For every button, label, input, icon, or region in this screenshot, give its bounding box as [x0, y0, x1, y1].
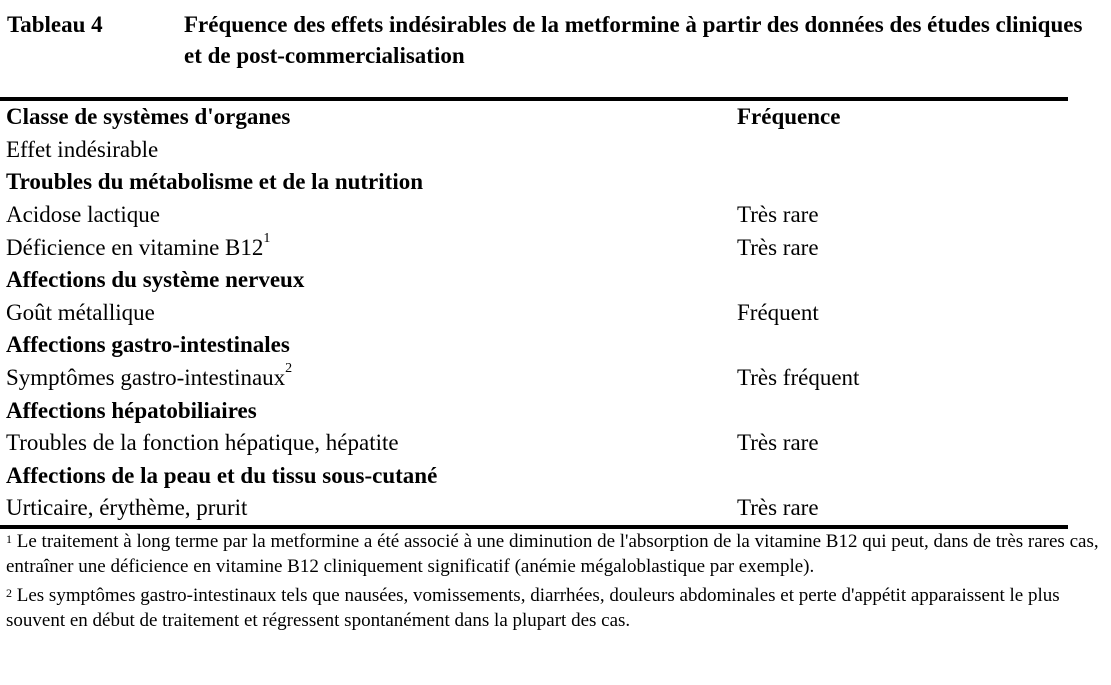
- organ-class-label: [0, 463, 737, 489]
- row-label-text: Symptômes gastro-intestinaux: [6, 365, 286, 391]
- adverse-effect-label: [0, 202, 737, 228]
- organ-class-label: [0, 332, 737, 358]
- frequency-cell: Très rare: [737, 234, 819, 260]
- table-body: [0, 166, 1068, 525]
- frequency-cell: Très rare: [737, 495, 819, 521]
- row-label-text: Déficience en vitamine B12: [6, 234, 264, 260]
- footnote-text: Les symptômes gastro-intestinaux tels que nausées, vomissements, diarrhées, douleurs abdominales et perte d'appétit apparaissent le plus souvent en début de traitement et régressent spontanément dans la plupart des cas.: [6, 585, 1060, 631]
- row-label-text: Affections gastro-intestinales: [6, 332, 290, 358]
- footnote-ref: 1: [263, 230, 271, 246]
- footnote-marker: 1: [6, 532, 12, 546]
- organ-class-row: [0, 329, 1068, 362]
- adverse-effect-label: [0, 300, 737, 326]
- table-title: Fréquence des effets indésirables de la metformine à partir des données des études cliniques et de post-commercialisation: [184, 12, 1083, 68]
- organ-class-label: [0, 398, 737, 424]
- adverse-effect-row: [0, 427, 1068, 460]
- footnote-2: [6, 583, 1104, 633]
- organ-class-label: [0, 169, 737, 195]
- organ-class-row: [0, 264, 1068, 297]
- adverse-effect-row: [0, 297, 1068, 330]
- row-label-text: Goût métallique: [6, 299, 155, 325]
- table-subheader-row: [0, 134, 1068, 167]
- row-label-text: Troubles de la fonction hépatique, hépatite: [6, 430, 399, 456]
- row-label-text: Urticaire, érythème, prurit: [6, 495, 248, 521]
- header-adverse-effect: Effet indésirable: [6, 136, 159, 162]
- row-label-text: Affections du système nerveux: [6, 267, 305, 293]
- adverse-effect-row: [0, 492, 1068, 525]
- row-label-text: Acidose lactique: [6, 202, 160, 228]
- row-label-text: Affections hépatobiliaires: [6, 397, 257, 423]
- adverse-effect-label: [0, 495, 737, 521]
- row-label-text: Affections de la peau et du tissu sous-cutané: [6, 462, 438, 488]
- table-header-row: [0, 101, 1068, 134]
- footnote-text: Le traitement à long terme par la metformine a été associé à une diminution de l'absorption de la vitamine B12 qui peut, dans de très rares cas, entraîner une déficience en vitamine B12 cliniquement significatif (anémie mégaloblastique par exemple).: [6, 531, 1099, 577]
- adverse-effect-label: [0, 230, 737, 261]
- frequency-cell: Très rare: [737, 430, 819, 456]
- row-label-text: Troubles du métabolisme et de la nutrition: [6, 169, 423, 195]
- adverse-effect-label: [0, 361, 737, 391]
- table-number: Tableau 4: [7, 12, 103, 37]
- header-organ-class: Classe de systèmes d'organes: [6, 104, 291, 130]
- frequency-cell: Très fréquent: [737, 365, 860, 391]
- adverse-effect-row: [0, 199, 1068, 232]
- adverse-effect-label: [0, 430, 737, 456]
- footnotes: [6, 529, 1104, 637]
- organ-class-row: [0, 460, 1068, 493]
- organ-class-row: [0, 394, 1068, 427]
- adverse-effect-row: [0, 362, 1068, 395]
- adverse-effect-row: [0, 231, 1068, 264]
- footnote-marker: 2: [6, 586, 12, 600]
- frequency-cell: Très rare: [737, 202, 819, 228]
- header-frequency: Fréquence: [737, 104, 841, 130]
- footnote-1: [6, 529, 1104, 579]
- adverse-effects-table: [0, 97, 1068, 529]
- organ-class-row: [0, 166, 1068, 199]
- organ-class-label: [0, 267, 737, 293]
- frequency-cell: Fréquent: [737, 299, 819, 325]
- footnote-ref: 2: [285, 361, 293, 377]
